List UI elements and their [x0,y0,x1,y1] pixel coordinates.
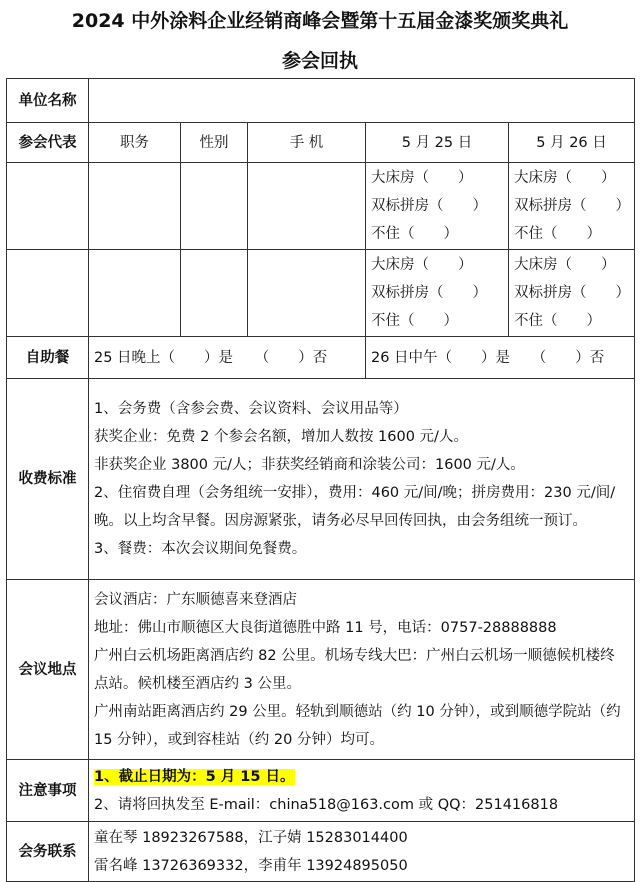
room-option-double[interactable]: 大床房（ ） [514,257,616,273]
col-gender: 性别 [181,123,248,163]
room-option-shared[interactable]: 双标拼房（ ） [371,198,487,214]
rep-name-field[interactable] [7,250,89,337]
room-option-none[interactable]: 不住（ ） [371,226,458,242]
room-options-day25[interactable] [366,250,509,337]
rep-phone-field[interactable] [248,163,366,250]
room-options-day26[interactable] [509,250,635,337]
room-option-shared[interactable]: 双标拼房（ ） [514,198,630,214]
fee-line: 1、会务费（含参会费、会议资料、会议用品等） [94,401,408,417]
room-options-day25[interactable] [366,163,509,250]
unit-name-field[interactable] [89,79,635,123]
room-options-day26[interactable] [509,163,635,250]
fee-content [89,379,635,580]
venue-line: 会议酒店：广东顺德喜来登酒店 [94,591,297,608]
page-title: 2024 中外涂料企业经销商峰会暨第十五届金漆奖颁奖典礼 [71,10,569,32]
fee-line: 2、住宿费自理（会务组统一安排），费用：460 元/间/晚；拼房费用：230 元/间/晚。以上均含早餐。因房源紧张，请务必尽早回传回执，由会务组统一预订。 [94,485,616,529]
buffet-day25[interactable]: 25 日晚上（ ）是 （ ）否 [89,337,366,379]
col-day26: 5 月 26 日 [509,123,635,163]
notice-content [89,760,635,822]
unit-row [7,79,635,123]
rep-row [7,163,635,250]
venue-label: 会议地点 [7,580,89,760]
unit-label: 单位名称 [7,79,89,123]
room-option-none[interactable]: 不住（ ） [514,226,601,242]
rep-gender-field[interactable] [181,250,248,337]
contact-content [89,822,635,882]
deadline-highlight: 1、截止日期为：5 月 15 日。 [94,768,295,785]
fee-label: 收费标准 [7,379,89,580]
contact-line: 雷名峰 13726369332，李甫年 13924895050 [94,857,408,874]
notice-label: 注意事项 [7,760,89,822]
room-option-none[interactable]: 不住（ ） [514,313,601,329]
fee-line: 获奖企业：免费 2 个参会名额，增加人数按 1600 元/人。 [94,429,468,445]
venue-row [7,580,635,760]
venue-line: 地址：佛山市顺德区大良街道德胜中路 11 号，电话：0757-28888888 [94,619,557,636]
room-option-double[interactable]: 大床房（ ） [371,257,473,273]
room-option-none[interactable]: 不住（ ） [371,313,458,329]
contact-label: 会务联系 [7,822,89,882]
fee-line: 3、餐费：本次会议期间免餐费。 [94,541,307,557]
rep-gender-field[interactable] [181,163,248,250]
room-option-shared[interactable]: 双标拼房（ ） [371,285,487,301]
venue-line: 广州白云机场距离酒店约 82 公里。机场专线大巴：广州白云机场一顺德候机楼终点站。候机楼至酒店约 3 公里。 [94,647,615,692]
col-position: 职务 [89,123,181,163]
venue-line: 广州南站距离酒店约 29 公里。轻轨到顺德站（约 10 分钟），或到顺德学院站（约 15 分钟），或到容桂站（约 20 分钟）均可。 [94,703,621,748]
room-option-shared[interactable]: 双标拼房（ ） [514,285,630,301]
rep-phone-field[interactable] [248,250,366,337]
registration-table [6,78,635,882]
rep-row [7,250,635,337]
fee-row [7,379,635,580]
contact-line: 童在琴 18923267588，江子婧 15283014400 [94,829,408,846]
fee-line: 非获奖企业 3800 元/人；非获奖经销商和涂装公司：1600 元/人。 [94,457,525,473]
venue-content [89,580,635,760]
col-phone: 手 机 [248,123,366,163]
room-option-double[interactable]: 大床房（ ） [371,170,473,186]
notice-row [7,760,635,822]
col-day25: 5 月 25 日 [366,123,509,163]
rep-label: 参会代表 [7,123,89,163]
rep-position-field[interactable] [89,250,181,337]
room-option-double[interactable]: 大床房（ ） [514,170,616,186]
rep-header-row [7,123,635,163]
page-subtitle: 参会回执 [281,50,358,72]
rep-name-field[interactable] [7,163,89,250]
rep-position-field[interactable] [89,163,181,250]
email-qq-line: 2、请将回执发至 E-mail：china518@163.com 或 QQ：251416818 [94,796,559,813]
contact-row [7,822,635,882]
buffet-row [7,337,635,379]
buffet-day26[interactable]: 26 日中午（ ）是 （ ）否 [366,337,635,379]
buffet-label: 自助餐 [7,337,89,379]
